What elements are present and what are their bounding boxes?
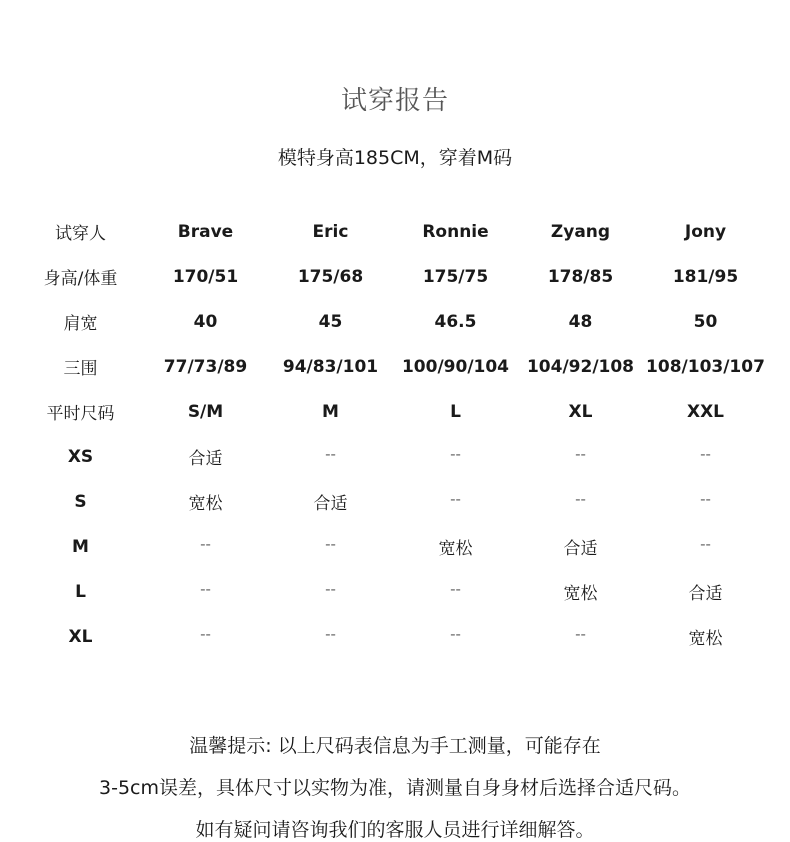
table-cell: 合适 <box>188 449 223 469</box>
table-cell: 合适 <box>563 539 598 559</box>
table-cell: 175/68 <box>297 266 364 287</box>
table-cell: 50 <box>693 311 718 332</box>
page-title: 试穿报告 <box>340 86 449 116</box>
table-cell: 48 <box>568 311 593 332</box>
table-cell: 170/51 <box>172 266 239 287</box>
row-label: 身高/体重 <box>43 269 118 289</box>
row-label: 肩宽 <box>63 314 98 334</box>
header-cell-brave: Brave <box>177 221 234 242</box>
table-row <box>18 389 770 434</box>
table-cell: 94/83/101 <box>282 356 379 377</box>
row-label: XL <box>68 626 93 647</box>
table-cell: -- <box>200 624 211 643</box>
table-cell: XL <box>568 401 593 422</box>
notice-line-3: 如有疑问请咨询我们的客服人员进行详细解答。 <box>195 819 595 841</box>
table-cell: 宽松 <box>688 629 723 649</box>
table-cell: M <box>322 401 339 422</box>
row-label: L <box>75 581 86 602</box>
table-cell: -- <box>450 489 461 508</box>
header-cell-ronnie: Ronnie <box>422 221 489 242</box>
table-cell: S/M <box>187 401 224 422</box>
table-cell: 40 <box>193 311 218 332</box>
table-row <box>18 479 770 524</box>
header-cell-tester: 试穿人 <box>55 224 106 244</box>
table-row <box>18 254 770 299</box>
table-cell: 46.5 <box>434 311 477 332</box>
table-cell: 77/73/89 <box>163 356 248 377</box>
row-label: 平时尺码 <box>46 404 115 424</box>
table-cell: 合适 <box>688 584 723 604</box>
table-row <box>18 344 770 389</box>
notice-line-2: 3-5cm误差，具体尺寸以实物为准，请测量自身身材后选择合适尺码。 <box>99 777 691 799</box>
table-cell: -- <box>575 444 586 463</box>
table-row <box>18 569 770 614</box>
table-cell: -- <box>700 489 711 508</box>
table-cell: -- <box>450 579 461 598</box>
table-cell: 108/103/107 <box>646 356 765 377</box>
header-cell-eric: Eric <box>312 221 349 242</box>
table-cell: -- <box>325 534 336 553</box>
table-cell: -- <box>200 534 211 553</box>
row-label: S <box>74 491 87 512</box>
row-label: 三围 <box>63 359 98 379</box>
table-cell: 合适 <box>313 494 348 514</box>
table-cell: L <box>450 401 461 422</box>
table-cell: 宽松 <box>438 539 473 559</box>
table-cell: -- <box>200 579 211 598</box>
table-cell: 178/85 <box>547 266 614 287</box>
table-cell: -- <box>450 624 461 643</box>
fitting-table <box>18 209 770 659</box>
table-cell: XXL <box>686 401 725 422</box>
table-cell: -- <box>325 624 336 643</box>
table-cell: -- <box>575 489 586 508</box>
table-cell: -- <box>700 534 711 553</box>
table-cell: -- <box>575 624 586 643</box>
row-label: M <box>72 536 89 557</box>
model-info: 模特身高185CM，穿着M码 <box>277 147 513 169</box>
table-row <box>18 434 770 479</box>
table-cell: 45 <box>318 311 343 332</box>
table-cell: 181/95 <box>672 266 739 287</box>
table-cell: -- <box>450 444 461 463</box>
row-label: XS <box>67 446 94 467</box>
header-cell-jony: Jony <box>684 221 727 242</box>
table-cell: -- <box>325 579 336 598</box>
table-cell: 宽松 <box>188 494 223 514</box>
table-header-row <box>18 209 770 254</box>
table-cell: 175/75 <box>422 266 489 287</box>
notice-line-1: 温馨提示: 以上尺码表信息为手工测量，可能存在 <box>189 735 601 757</box>
table-row <box>18 614 770 659</box>
table-cell: -- <box>700 444 711 463</box>
table-cell: 104/92/108 <box>526 356 635 377</box>
header-cell-zyang: Zyang <box>550 221 611 242</box>
table-row <box>18 524 770 569</box>
table-cell: 100/90/104 <box>401 356 510 377</box>
table-cell: 宽松 <box>563 584 598 604</box>
table-cell: -- <box>325 444 336 463</box>
table-row <box>18 299 770 344</box>
